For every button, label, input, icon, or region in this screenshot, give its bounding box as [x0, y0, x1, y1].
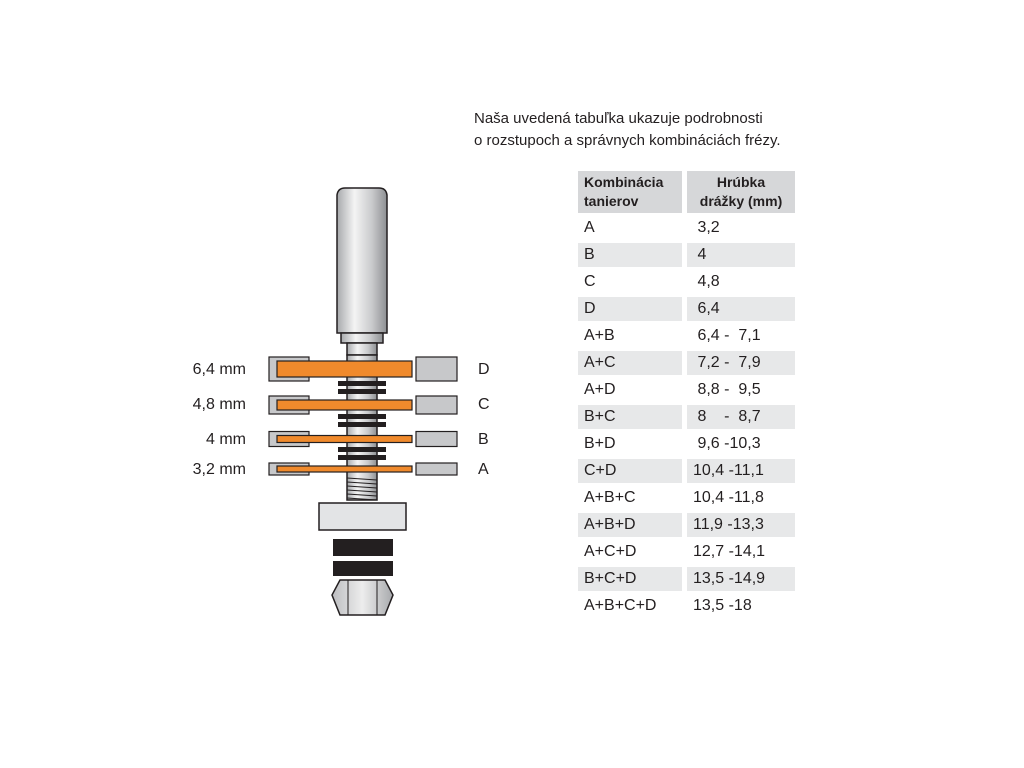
header-thickness — [687, 171, 795, 213]
table-row — [578, 378, 795, 402]
thickness-cell: 4 — [687, 243, 795, 267]
carbide-tip — [416, 396, 457, 414]
router-bit-diagram — [0, 0, 540, 640]
header-combination — [578, 171, 682, 213]
cutter-body — [277, 361, 412, 377]
thickness-cell: 13,5 -14,9 — [687, 567, 795, 591]
thickness-cell: 13,5 -18 — [693, 597, 752, 614]
carbide-tip — [416, 357, 457, 381]
spacer-washer — [338, 389, 386, 394]
cutter-letter-label: C — [478, 396, 490, 413]
combination-cell: B — [578, 243, 682, 267]
thickness-cell: 6,4 - 7,1 — [693, 327, 761, 344]
combination-cell: A+B+C+D — [584, 597, 657, 614]
cutter-letter-label: B — [478, 431, 489, 448]
thickness-cell: 4,8 — [693, 273, 720, 290]
spacer-washer — [338, 447, 386, 452]
table-row — [578, 324, 795, 348]
table-row — [578, 405, 795, 429]
combination-cell: B+D — [584, 435, 616, 452]
cutter-size-label: 3,2 mm — [192, 461, 246, 478]
carbide-tip — [416, 432, 457, 447]
thickness-cell: 11,9 -13,3 — [687, 513, 795, 537]
header-text: Kombinácia — [584, 174, 664, 190]
spacer-washer — [338, 381, 386, 386]
cutter-body — [277, 436, 412, 443]
table-row — [578, 297, 795, 321]
table-row — [578, 567, 795, 591]
cutter-letter-label: D — [478, 361, 490, 378]
thickness-cell: 12,7 -14,1 — [693, 543, 766, 560]
thickness-cell: 6,4 — [687, 297, 795, 321]
header-text: drážky (mm) — [699, 193, 783, 209]
combination-cell: A — [584, 219, 595, 236]
combination-cell: A+B+D — [578, 513, 682, 537]
thickness-cell: 10,4 -11,1 — [687, 459, 795, 483]
combination-cell: A+B — [584, 327, 615, 344]
combination-cell: B+C+D — [578, 567, 682, 591]
thickness-cell: 9,6 -10,3 — [693, 435, 761, 452]
table-header-row — [578, 171, 795, 213]
combination-cell: A+D — [584, 381, 616, 398]
combination-cell: D — [578, 297, 682, 321]
table-row — [578, 486, 795, 510]
shim-washer — [333, 539, 393, 556]
table-row — [578, 270, 795, 294]
spacer-washer — [338, 455, 386, 460]
cutter-c — [193, 396, 490, 414]
shim-washer — [333, 561, 393, 576]
bearing — [319, 503, 406, 530]
header-text: Hrúbka — [716, 174, 766, 190]
cutter-d — [193, 357, 490, 381]
intro-text — [474, 108, 894, 152]
intro-line: o rozstupoch a správnych kombináciách frézy. — [474, 132, 781, 149]
cutter-body — [277, 466, 412, 472]
hex-nut — [332, 580, 393, 615]
combination-table — [578, 168, 795, 621]
thickness-cell: 10,4 -11,8 — [693, 489, 764, 506]
combination-cell: A+B+C — [584, 489, 636, 506]
table-row — [578, 351, 795, 375]
cutter-size-label: 4,8 mm — [192, 396, 246, 413]
spacer-washer — [338, 422, 386, 427]
cutter-size-label: 4 mm — [206, 431, 246, 448]
combination-cell: C — [584, 273, 596, 290]
intro-line: Naša uvedená tabuľka ukazuje podrobnosti — [474, 110, 763, 127]
thickness-cell: 8 - 8,7 — [687, 405, 795, 429]
combination-cell: C+D — [578, 459, 682, 483]
header-text: tanierov — [584, 193, 639, 209]
table-row — [578, 459, 795, 483]
combination-cell: A+C+D — [584, 543, 637, 560]
cutter-body — [277, 400, 412, 410]
thickness-cell: 8,8 - 9,5 — [693, 381, 761, 398]
table-row — [578, 513, 795, 537]
table-row — [578, 216, 795, 240]
carbide-tip — [416, 463, 457, 475]
thickness-cell: 3,2 — [693, 219, 720, 236]
table-row — [578, 540, 795, 564]
combination-cell: B+C — [578, 405, 682, 429]
cutter-a — [193, 461, 489, 478]
combination-cell: A+C — [578, 351, 682, 375]
thickness-cell: 7,2 - 7,9 — [687, 351, 795, 375]
cutter-size-label: 6,4 mm — [192, 361, 246, 378]
table-row — [578, 432, 795, 456]
shank — [337, 188, 387, 355]
cutter-letter-label: A — [478, 461, 489, 478]
spacer-washer — [338, 414, 386, 419]
table-row — [578, 243, 795, 267]
table-row — [578, 594, 795, 618]
